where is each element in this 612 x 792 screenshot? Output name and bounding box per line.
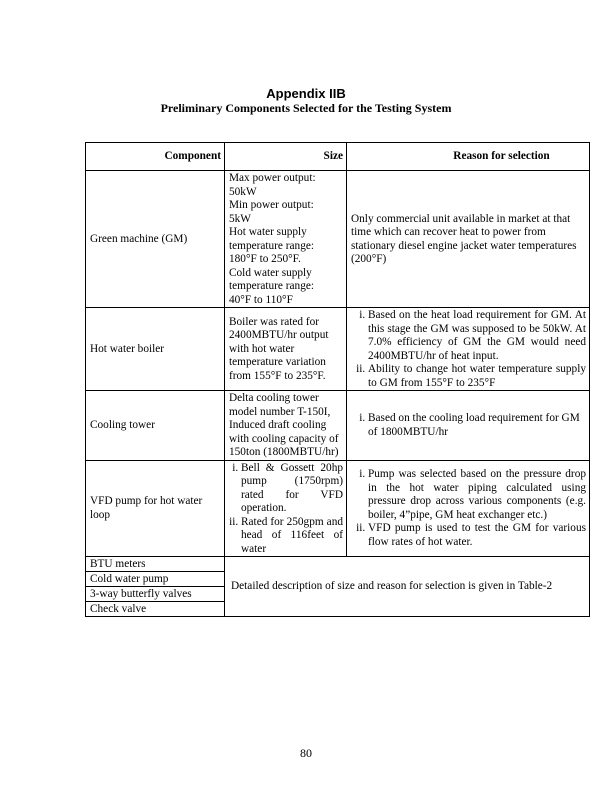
component-cell: Green machine (GM) <box>86 171 225 308</box>
component-line: BTU meters <box>86 557 224 572</box>
size-item: ii. Rated for 250gpm and head of 116feet of water <box>241 516 343 557</box>
header-component: Component <box>86 143 225 171</box>
components-table <box>85 142 590 617</box>
reason-cell <box>347 391 590 461</box>
header-size: Size <box>225 143 347 171</box>
size-line: 180°F to 250°F. <box>229 253 301 265</box>
table-row <box>86 308 590 391</box>
other-components-cell <box>86 557 225 617</box>
component-cell: Hot water boiler <box>86 308 225 391</box>
other-description-cell: Detailed description of size and reason for selection is given in Table-2 <box>225 557 590 617</box>
size-cell: Delta cooling tower model number T-150I, Induced draft cooling with cooling capacity of 150ton (1800MBTU/hr) <box>225 391 347 461</box>
reason-item: ii. Ability to change hot water temperature supply to GM from 155°F to 235°F <box>368 363 586 390</box>
size-cell <box>225 460 347 557</box>
table-caption: Preliminary Components Selected for the Testing System <box>160 101 452 115</box>
component-cell: Cooling tower <box>86 391 225 461</box>
size-line: Cold water supply temperature range: <box>229 266 314 292</box>
component-line: 3-way butterfly valves <box>86 587 224 602</box>
size-line: 50kW <box>229 185 257 198</box>
size-cell: Boiler was rated for 2400MBTU/hr output with hot water temperature variation from 155°F to 235°F. <box>225 308 347 391</box>
size-cell <box>225 171 347 308</box>
size-line: 5kW <box>229 212 251 225</box>
reason-cell <box>347 308 590 391</box>
table-row <box>86 391 590 461</box>
table-row <box>86 557 590 617</box>
reason-item: ii. VFD pump is used to test the GM for various flow rates of hot water. <box>368 522 586 549</box>
reason-item: i. Pump was selected based on the pressure drop in the hot water piping calculated using pressure drop across various components (e.g. boiler, 4”pipe, GM heat exchanger etc.) <box>368 468 586 522</box>
size-line: 40°F to 110°F <box>229 293 293 306</box>
table-header-row <box>86 143 590 171</box>
size-line: Max power output: <box>229 172 316 184</box>
table-row <box>86 171 590 308</box>
size-item: i. Bell & Gossett 20hp pump (1750rpm) rated for VFD operation. <box>241 462 343 516</box>
reason-cell: Only commercial unit available in market at that time which can recover heat to power from stationary diesel engine jacket water temperatures (200°F) <box>347 171 590 308</box>
size-line: Min power output: <box>229 199 314 211</box>
reason-item: i. Based on the heat load requirement for GM. At this stage the GM was supposed to be 50kW. At 7.0% efficiency of GM the GM would need 2400MBTU/hr of heat input. <box>368 309 586 363</box>
reason-item: i. Based on the cooling load requirement for GM of 1800MBTU/hr <box>368 412 586 439</box>
component-line: Cold water pump <box>86 572 224 587</box>
reason-cell <box>347 460 590 557</box>
header-reason: Reason for selection <box>347 143 590 171</box>
appendix-title: Appendix IIB <box>266 86 346 101</box>
component-cell: VFD pump for hot water loop <box>86 460 225 557</box>
page-number: 80 <box>300 746 312 760</box>
component-line: Check valve <box>90 603 147 615</box>
table-row <box>86 460 590 557</box>
size-line: Hot water supply temperature range: <box>229 226 314 252</box>
